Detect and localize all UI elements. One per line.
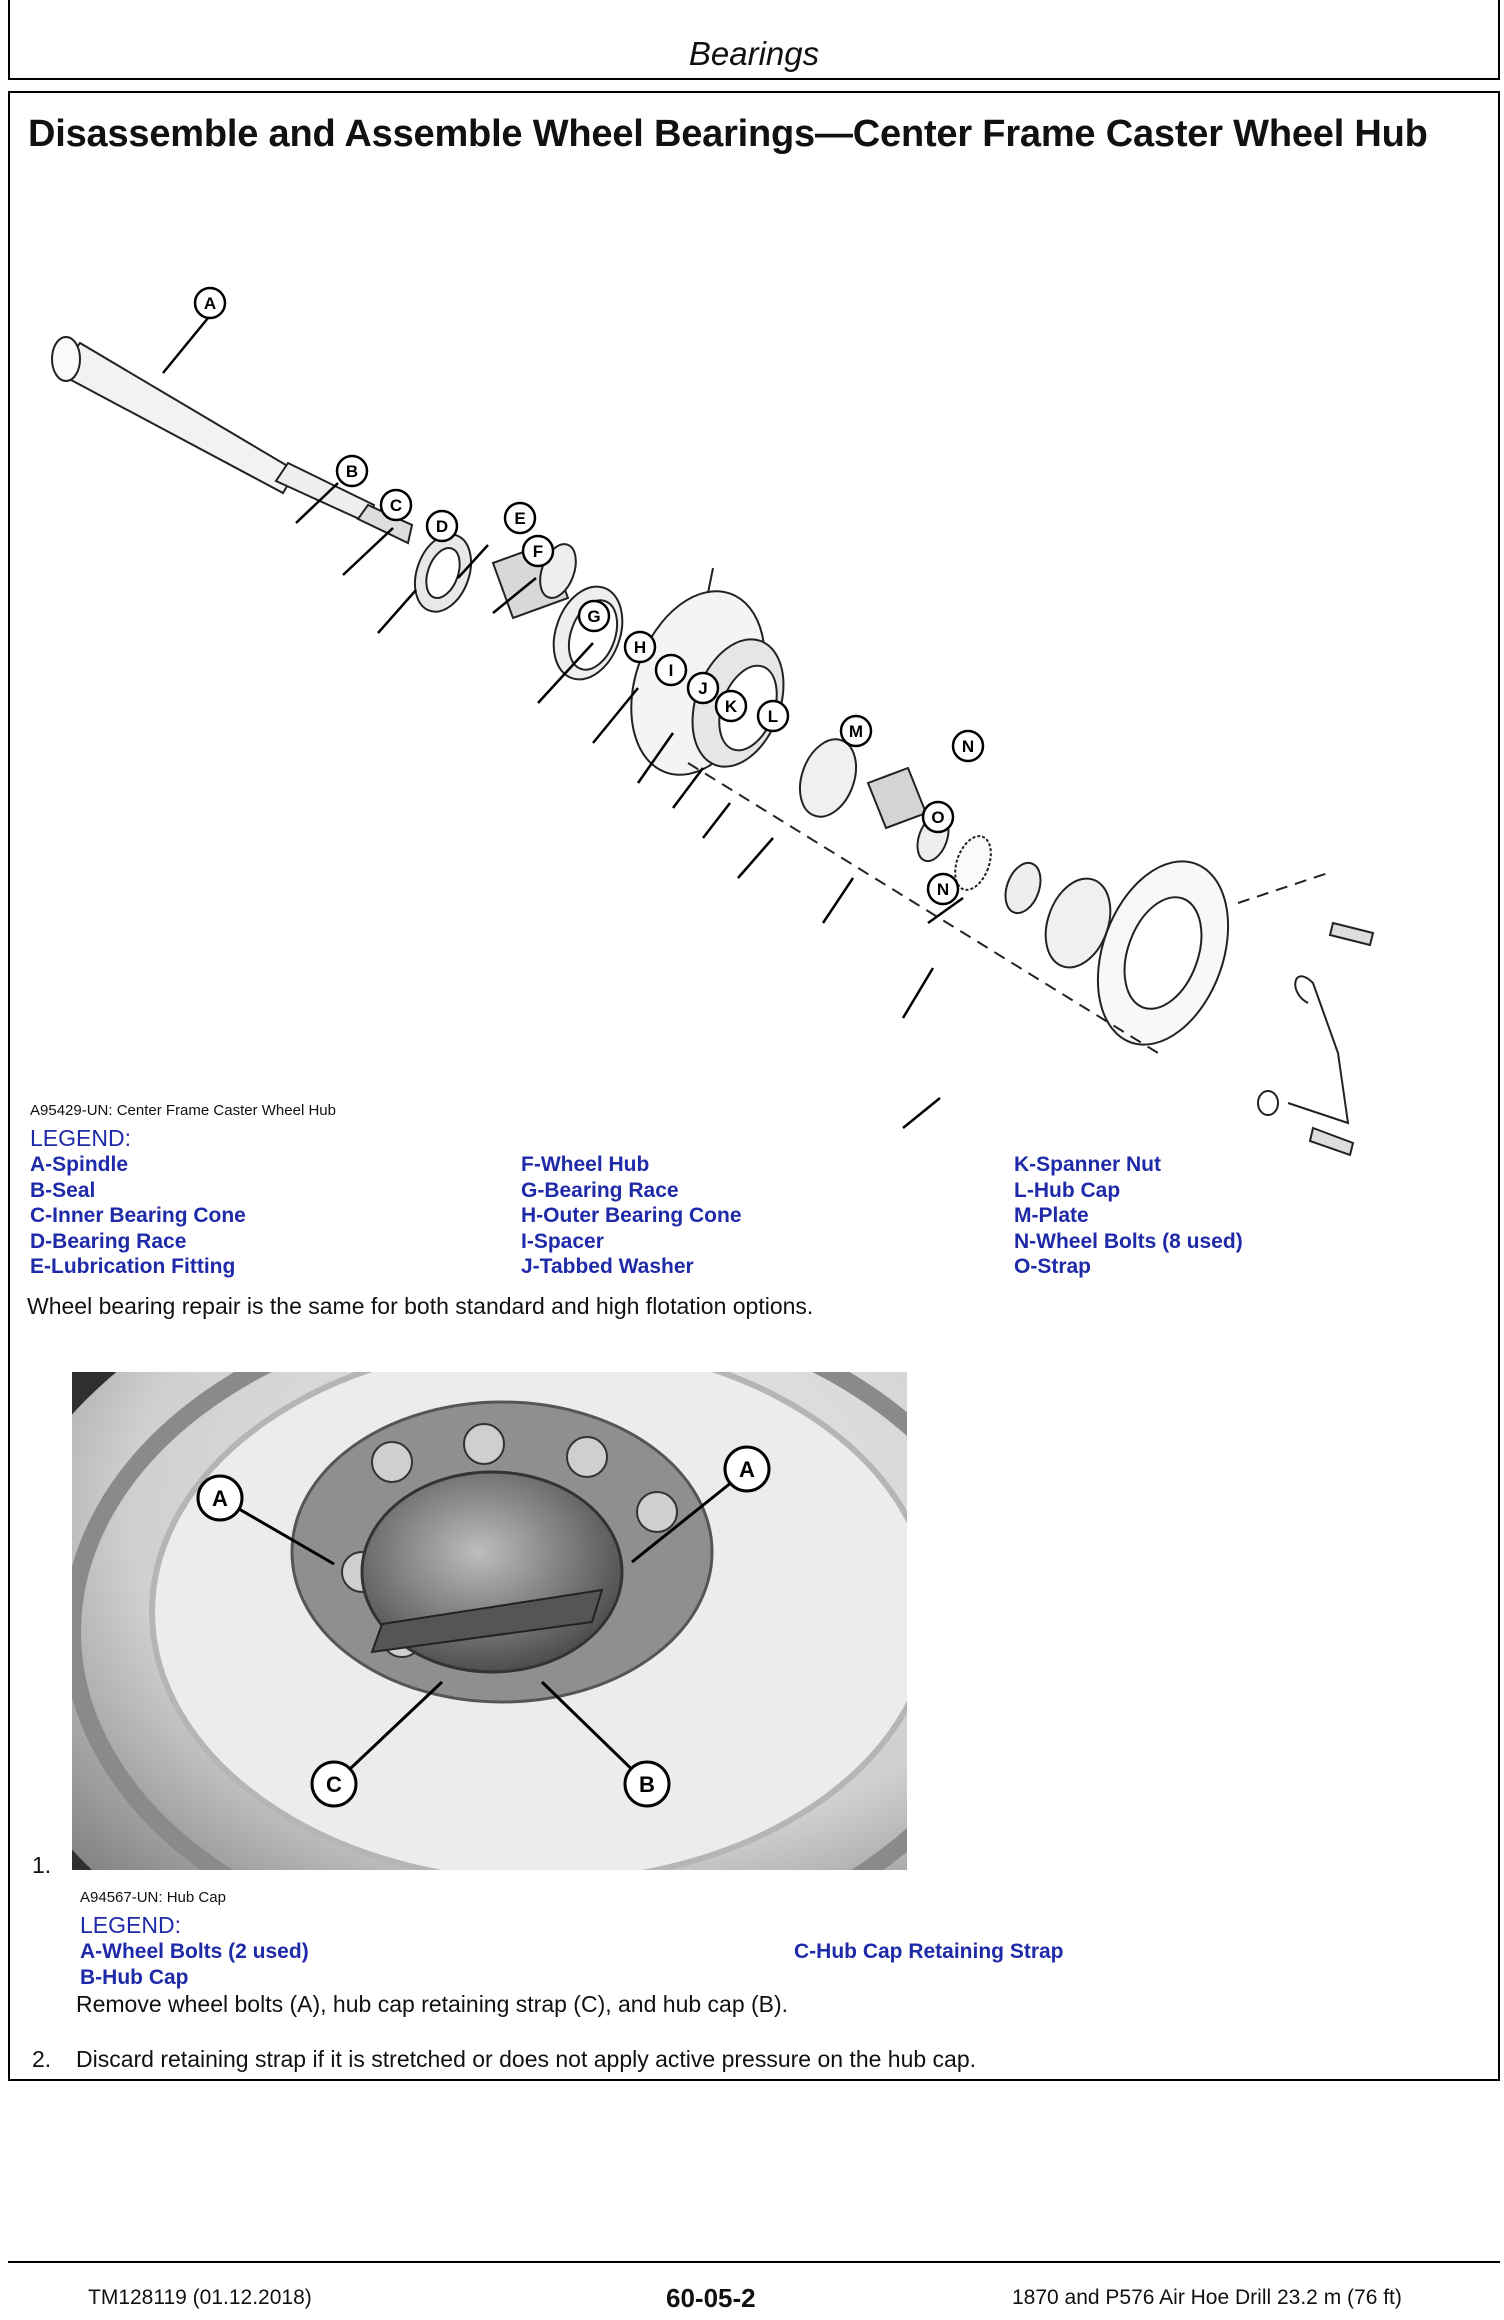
callout-n-top-label: N xyxy=(961,737,975,756)
exploded-hub-diagram xyxy=(38,223,1498,1183)
figure2-legend-title: LEGEND: xyxy=(80,1912,181,1938)
footer-product: 1870 and P576 Air Hoe Drill 23.2 m (76 ft) xyxy=(1012,2286,1402,2309)
legend-item: C-Inner Bearing Cone xyxy=(30,1204,246,1227)
callout-j-label: J xyxy=(698,679,708,698)
legend-item: K-Spanner Nut xyxy=(1014,1153,1161,1176)
callout-d-label: D xyxy=(435,517,449,536)
legend-item: L-Hub Cap xyxy=(1014,1178,1121,1202)
callout-b-label: B xyxy=(345,462,359,481)
callout-i-label: I xyxy=(668,661,674,680)
legend-item: A-Wheel Bolts (2 used) xyxy=(80,1940,309,1963)
callout-l-label: L xyxy=(767,707,779,726)
legend-item: B-Hub Cap xyxy=(80,1965,189,1989)
legend-item: H-Outer Bearing Cone xyxy=(521,1204,742,1227)
legend-item: F-Wheel Hub xyxy=(521,1153,650,1176)
footer-page-number: 60-05-2 xyxy=(666,2283,756,2313)
callout-h-label: H xyxy=(633,638,647,657)
legend-item: B-Seal xyxy=(30,1178,96,1202)
callout-f-label: F xyxy=(532,542,544,561)
legend-item: G-Bearing Race xyxy=(521,1178,679,1202)
figure2-legend-col2 xyxy=(794,1939,1064,1965)
figure2-id: A94567-UN: Hub Cap xyxy=(80,1889,226,1906)
photo-callout-b: B xyxy=(639,1772,655,1797)
step-2-number: 2. xyxy=(32,2046,52,2072)
legend-item: I-Spacer xyxy=(521,1229,604,1253)
legend-item: A-Spindle xyxy=(30,1153,128,1176)
figure1-legend-title: LEGEND: xyxy=(30,1125,131,1151)
legend-item: J-Tabbed Washer xyxy=(521,1255,694,1278)
photo-callout-a-right: A xyxy=(739,1457,755,1482)
callout-a-label: A xyxy=(203,294,217,313)
page-title: Disassemble and Assemble Wheel Bearings—Center Frame Caster Wheel Hub xyxy=(28,113,1428,155)
callout-c-label: C xyxy=(389,496,403,515)
figure1-legend-col3 xyxy=(1014,1152,1243,1280)
legend-item: M-Plate xyxy=(1014,1204,1089,1227)
footer-divider xyxy=(8,2261,1500,2263)
spindle-part xyxy=(58,343,296,493)
header-frame xyxy=(8,0,1500,80)
figure1-legend-col1 xyxy=(30,1152,246,1280)
legend-item: N-Wheel Bolts (8 used) xyxy=(1014,1229,1243,1253)
callout-k-label: K xyxy=(724,697,738,716)
legend-item: D-Bearing Race xyxy=(30,1229,187,1253)
callout-g-label: G xyxy=(587,607,601,626)
step-2-text: Discard retaining strap if it is stretched or does not apply active pressure on the hub cap. xyxy=(76,2046,977,2072)
callout-m-label: M xyxy=(848,722,864,741)
section-title: Bearings xyxy=(688,35,820,72)
figure1-legend-col2 xyxy=(521,1152,742,1280)
intro-text: Wheel bearing repair is the same for both standard and high flotation options. xyxy=(27,1293,814,1319)
legend-item: O-Strap xyxy=(1014,1255,1092,1278)
legend-item: E-Lubrication Fitting xyxy=(30,1255,236,1278)
callout-e-label: E xyxy=(514,509,526,528)
photo-callout-c: C xyxy=(326,1772,342,1797)
figure2-legend-col1 xyxy=(80,1939,309,1990)
callout-o-label: O xyxy=(931,808,945,827)
callout-n-bottom-label: N xyxy=(936,880,950,899)
step-1-number: 1. xyxy=(32,1852,52,1878)
footer-doc-id: TM128119 (01.12.2018) xyxy=(88,2286,312,2309)
hub-cap-photo xyxy=(72,1372,907,1870)
figure1-id: A95429-UN: Center Frame Caster Wheel Hub xyxy=(30,1102,336,1119)
step-1-text: Remove wheel bolts (A), hub cap retaining strap (C), and hub cap (B). xyxy=(76,1991,789,2017)
legend-item: C-Hub Cap Retaining Strap xyxy=(794,1940,1064,1963)
photo-callout-a-left: A xyxy=(212,1486,228,1511)
